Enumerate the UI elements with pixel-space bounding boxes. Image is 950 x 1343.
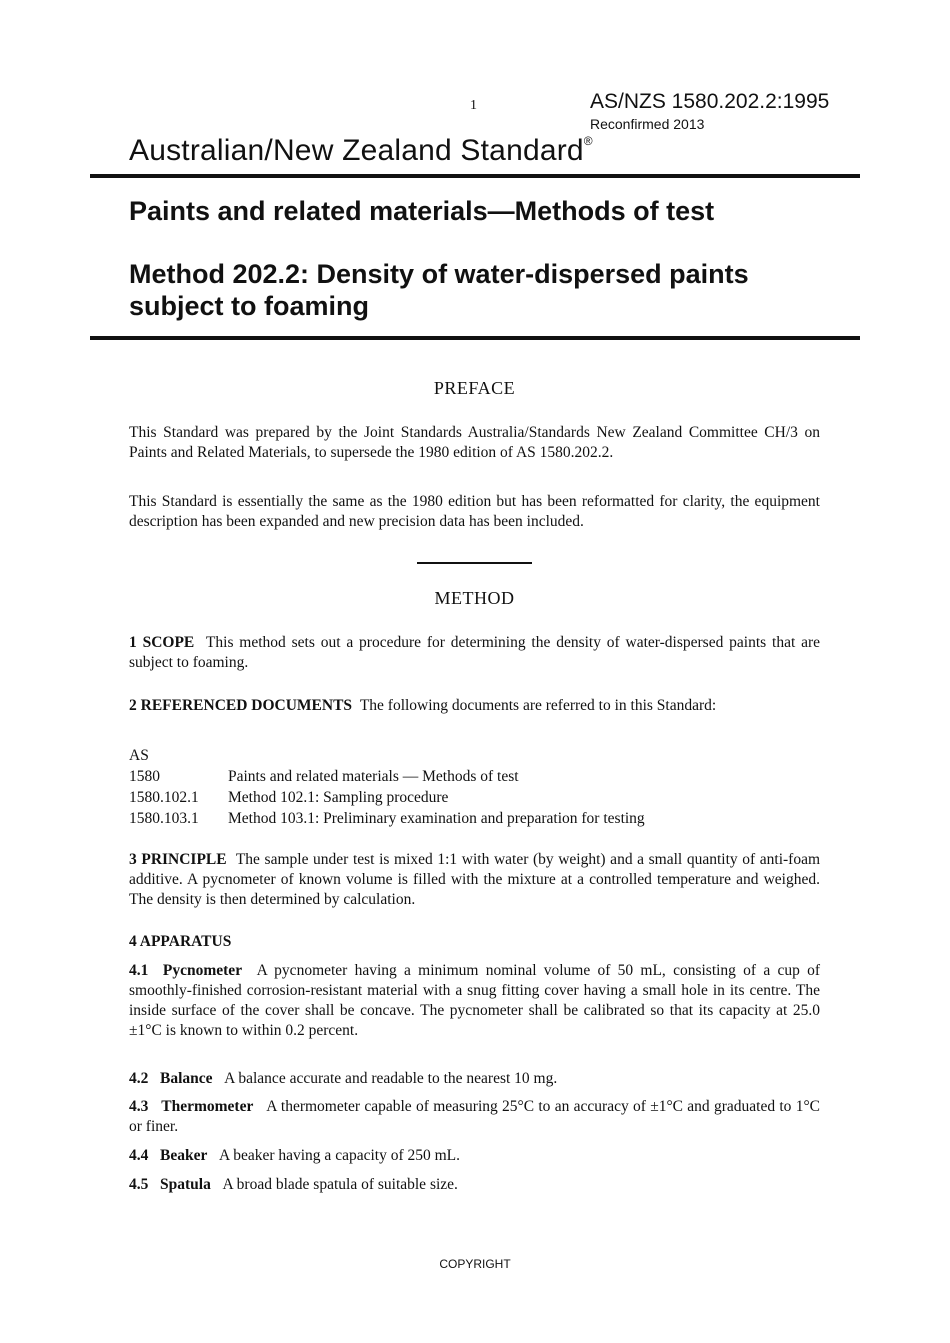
item-number: 4.5 [129, 1176, 149, 1193]
item-text: A balance accurate and readable to the nearest 10 mg. [224, 1070, 558, 1087]
reference-title: Method 103.1: Preliminary examination and preparation for testing [228, 810, 645, 827]
item-text: A pycnometer having a minimum nominal volume of 50 mL, consisting of a cup of smoothly-finished corrosion-resistant material with a snug fitting cover having a small hole in its centre. The inside surface of the cover shall be concave. The pycnometer shall be calibrated so that its capacity at 25.0 ±1°C is known to within 0.2 percent. [129, 962, 821, 1039]
section-separator [417, 562, 532, 564]
reference-code: 1580.102.1 [129, 789, 199, 806]
apparatus-item-spatula [129, 1175, 820, 1195]
reference-prefix: AS [129, 747, 149, 764]
reference-row [129, 808, 645, 829]
apparatus-item-pycnometer [129, 961, 820, 1041]
item-text: A broad blade spatula of suitable size. [222, 1176, 458, 1193]
item-number: 4.4 [129, 1147, 149, 1164]
item-name: Beaker [160, 1147, 208, 1164]
item-name: Pycnometer [162, 962, 243, 979]
apparatus-label: 4 APPARATUS [129, 933, 232, 950]
registered-mark: ® [583, 134, 593, 148]
apparatus-heading [129, 932, 820, 952]
header-rule [90, 174, 860, 178]
title-rule [90, 336, 860, 340]
method-title: Method 202.2: Density of water-dispersed paints subject to foaming [129, 259, 749, 321]
referenced-text: The following documents are referred to in this Standard: [359, 697, 717, 714]
copyright-footer: COPYRIGHT [439, 1257, 511, 1271]
reference-row [129, 787, 645, 808]
standard-code: AS/NZS 1580.202.2:1995 [590, 90, 830, 113]
scope-text: This method sets out a procedure for determining the density of water-dispersed paints that are subject to foaming. [129, 634, 821, 671]
apparatus-item-balance [129, 1069, 820, 1089]
reference-row [129, 766, 645, 787]
item-name: Balance [160, 1070, 213, 1087]
preface-heading: PREFACE [433, 378, 516, 398]
referenced-documents-table [129, 745, 645, 829]
preface-paragraph-2: This Standard is essentially the same as the 1980 edition but has been reformatted for clarity, the equipment description has been expanded and new precision data has been included. [129, 493, 820, 530]
reconfirmed-note: Reconfirmed 2013 [590, 116, 705, 132]
principle-text: The sample under test is mixed 1:1 with water (by weight) and a small quantity of anti-foam additive. A pycnometer of known volume is filled with the mixture at a controlled temperature and weighed. The density is then determined by calculation. [129, 851, 821, 908]
scope-label: 1 SCOPE [129, 634, 195, 651]
principle-label: 3 PRINCIPLE [129, 851, 227, 868]
scope-section [129, 633, 820, 673]
page-number: 1 [470, 98, 477, 113]
publisher-title [129, 134, 593, 168]
item-number: 4.2 [129, 1070, 149, 1087]
reference-title: Paints and related materials — Methods of test [228, 768, 519, 785]
document-title: Paints and related materials—Methods of test [129, 196, 715, 226]
principle-section [129, 850, 820, 910]
apparatus-item-beaker [129, 1146, 820, 1166]
method-heading: METHOD [434, 588, 515, 608]
item-name: Thermometer [161, 1098, 254, 1115]
apparatus-item-thermometer [129, 1097, 820, 1137]
reference-code: 1580.103.1 [129, 810, 199, 827]
publisher-title-text: Australian/New Zealand Standard [129, 134, 584, 167]
preface-paragraph-1: This Standard was prepared by the Joint Standards Australia/Standards New Zealand Committee CH/3 on Paints and Related Materials, to supersede the 1980 edition of AS 1580.202.2. [129, 424, 820, 461]
item-text: A thermometer capable of measuring 25°C to an accuracy of ±1°C and graduated to 1°C or finer. [129, 1098, 821, 1135]
reference-title: Method 102.1: Sampling procedure [228, 789, 449, 806]
item-name: Spatula [160, 1176, 211, 1193]
referenced-label: 2 REFERENCED DOCUMENTS [129, 697, 353, 714]
item-number: 4.3 [129, 1098, 149, 1115]
item-number: 4.1 [129, 962, 149, 979]
reference-code: 1580 [129, 768, 160, 785]
referenced-section [129, 696, 820, 716]
item-text: A beaker having a capacity of 250 mL. [218, 1147, 461, 1164]
